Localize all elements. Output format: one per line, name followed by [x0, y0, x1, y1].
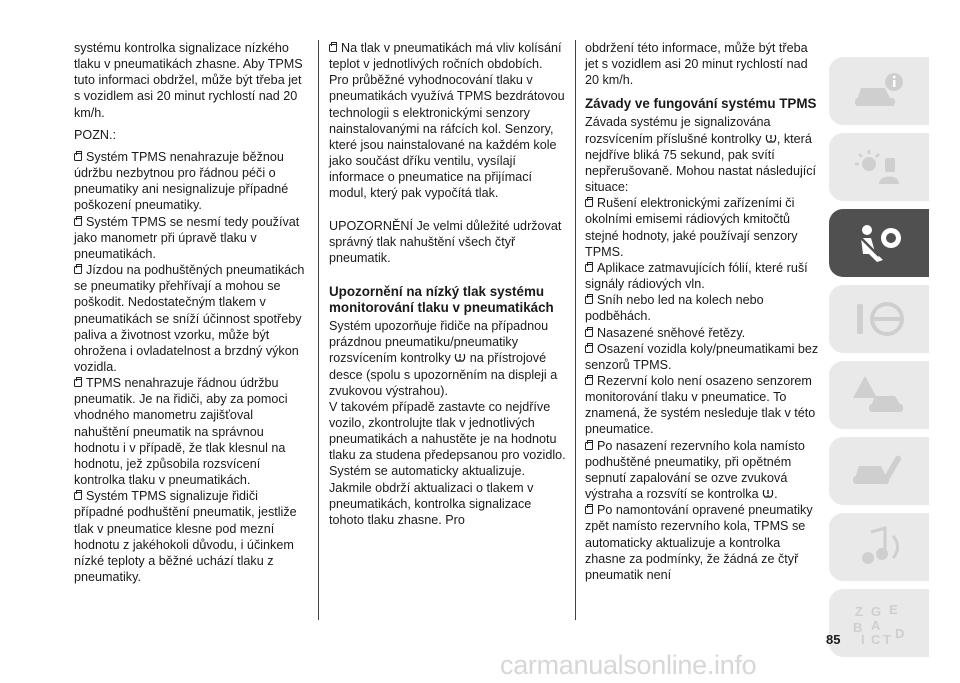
bullet-icon: [74, 153, 82, 161]
svg-text:D: D: [895, 626, 905, 641]
tab-emergency[interactable]: [829, 361, 929, 429]
tab-multimedia[interactable]: [829, 513, 929, 581]
bullet-icon: [585, 329, 593, 337]
svg-text:B: B: [853, 620, 863, 635]
svg-text:I: I: [861, 632, 865, 646]
dashboard-lights-icon: [849, 144, 909, 190]
alphabet-index-icon: [849, 600, 909, 646]
steering-wheel-key-icon: [849, 296, 909, 342]
paragraph: V takovém případě zastavte co nejdříve vozilo, zkontrolujte tlak v jednotlivých pneumatikách a nahustěte je na hodnotu tlaku za studena předepsanou pro vozidlo. Systém se automaticky aktualizuje. Jakmile obdrží aktualizaci o tlakem v pneumatikách, kontrolka signalizace tohoto tlaku zhasne. Pro: [329, 399, 566, 527]
section-heading: Závady ve fungování systému TPMS: [585, 96, 817, 112]
paragraph: Systém upozorňuje řidiče na případnou prázdnou pneumatiku/pneumatiky rozsvícením kontrolky na přístrojové desce (spolu s upozorněním na displeji a zvukovou výstrahou).: [329, 319, 558, 398]
tire-pressure-warning-icon: [765, 132, 777, 144]
car-wrench-icon: [849, 448, 909, 494]
bullet-icon: [585, 296, 593, 304]
bullet-item: Nasazené sněhové řetězy.: [585, 325, 821, 341]
column-divider: [318, 40, 319, 620]
text-column-2: [329, 40, 569, 528]
tire-pressure-warning-icon: [762, 487, 774, 499]
bullet-item: Rušení elektronickými zařízeními či okolními emisemi rádiových kmitočtů stejné hodnoty, jaké používají senzory TPMS.: [585, 196, 798, 259]
bullet-icon: [585, 199, 593, 207]
bullet-icon: [74, 266, 82, 274]
svg-text:T: T: [883, 632, 891, 646]
svg-text:C: C: [871, 632, 881, 646]
tab-maintenance[interactable]: [829, 437, 929, 505]
bullet-item: Po namontování opravené pneumatiky zpět namísto rezervního kola, TPMS se automaticky aktualizuje a kontrolka zhasne za podmínky, že žádná ze čtyř pneumatik není: [585, 503, 813, 582]
tab-dashboard-lights[interactable]: [829, 133, 929, 201]
svg-text:Z: Z: [855, 604, 863, 619]
bullet-icon: [329, 44, 337, 52]
paragraph: systému kontrolka signalizace nízkého tlaku v pneumatikách zhasne. Aby TPMS tuto informaci obdržel, může být třeba jet s vozidlem asi 20 minut rychlostí nad 20 km/h.: [74, 41, 303, 120]
safety-airbag-icon: [849, 220, 909, 266]
tire-pressure-warning-icon: [454, 351, 466, 363]
svg-text:E: E: [889, 602, 898, 617]
tab-safety[interactable]: [829, 209, 929, 277]
bullet-icon: [74, 379, 82, 387]
text-column-1: [74, 40, 310, 585]
bullet-item: Sníh nebo led na kolech nebo podběhách.: [585, 293, 764, 324]
bullet-icon: [585, 442, 593, 450]
chapter-sidebar: [829, 57, 929, 665]
bullet-item: Jízdou na podhuštěných pneumatikách se pneumatiky přehřívají a mohou se poškodit. Nedostatečným tlakem v pneumatikách se sníží účinnost spotřeby paliva a životnost vzorku, může být ohrožena i ovladatelnost a brzdný výkon vozidla.: [74, 263, 305, 374]
column-divider: [575, 40, 576, 620]
warning-triangle-car-icon: [849, 372, 909, 418]
bullet-item: Systém TPMS se nesmí tedy používat jako manometr při úpravě tlaku v pneumatikách.: [74, 214, 300, 261]
bullet-item: Systém TPMS signalizuje řidiči případné podhuštění pneumatik, jestliže tlak v pneumatice klesne pod mezní hodnotu z jakéhokoli důvodu, i účinkem nízké teploty a běžné uchází tlaku z pneumatiky.: [74, 489, 297, 584]
bullet-icon: [585, 506, 593, 514]
bullet-icon: [74, 218, 82, 226]
bullet-item: TPMS nenahrazuje řádnou údržbu pneumatik. Je na řidiči, aby za pomoci vhodného manometru zajišťoval nahuštění pneumatik na správnou hodnotu i v případě, že tlak klesnul na hodnotu, jež způsobila rozsvícení kontrolka tlaku v pneumatikách.: [74, 376, 288, 488]
bullet-icon: [585, 377, 593, 385]
paragraph: Závada systému je signalizována rozsvícením příslušné kontrolky , která nejdříve bliká 75 sekund, pak svítí nepřerušovaně. Mohou nastat následující situace:: [585, 115, 817, 195]
section-heading: Upozornění na nízký tlak systému monitorování tlaku v pneumatikách: [329, 284, 554, 316]
bullet-icon: [74, 492, 82, 500]
bullet-item: Systém TPMS nenahrazuje běžnou údržbu nezbytnou pro řádnou péči o pneumatiky ani nesignalizuje případné poškození pneumatiky.: [74, 149, 289, 213]
tab-starting-driving[interactable]: [829, 285, 929, 353]
paragraph: Pro průběžné vyhodnocování tlaku v pneumatikách využívá TPMS bezdrátovou technologii s elektronickými senzory nainstalovanými na ráfcích kol. Senzory, které jsou nainstalované na každém kole jako součást dříku ventilu, vysílají informace o pneumatice na přijímací modul, který pak vypočítá tlak.: [329, 73, 565, 201]
bullet-icon: [585, 345, 593, 353]
tab-car-info[interactable]: [829, 57, 929, 125]
text-column-3: [585, 40, 821, 583]
bullet-item: Aplikace zatmavujících fólií, které ruší signály rádiových vln.: [585, 260, 808, 292]
note-heading: POZN.:: [74, 127, 116, 142]
svg-text:G: G: [871, 604, 882, 619]
page-number: 85: [826, 632, 841, 647]
svg-text:A: A: [871, 618, 881, 633]
warning-paragraph: UPOZORNĚNÍ Je velmi důležité udržovat správný tlak nahuštění všech čtyř pneumatik.: [329, 218, 562, 265]
bullet-icon: [585, 264, 593, 272]
bullet-item: Osazení vozidla koly/pneumatikami bez senzorů TPMS.: [585, 341, 819, 372]
multimedia-icon: [849, 524, 909, 570]
watermark: carmanualsonline.info: [500, 650, 757, 680]
bullet-item: Rezervní kolo není osazeno senzorem monitorování tlaku v pneumatice. To znamená, že systém nesleduje tlak v této pneumatice.: [585, 373, 816, 437]
paragraph: obdržení této informace, může být třeba jet s vozidlem asi 20 minut rychlostí nad 20 km/h.: [585, 41, 808, 88]
tab-index[interactable]: [829, 589, 929, 657]
bullet-item: Po nasazení rezervního kola namísto podhuštěné pneumatiky, při opětném sepnutí zapalování se ozve zvuková výstraha a rozsvítí se kontrolka .: [585, 438, 805, 502]
bullet-item: Na tlak v pneumatikách má vliv kolísání teplot v jednotlivých ročních obdobích.: [329, 41, 562, 72]
car-info-icon: [849, 68, 909, 114]
